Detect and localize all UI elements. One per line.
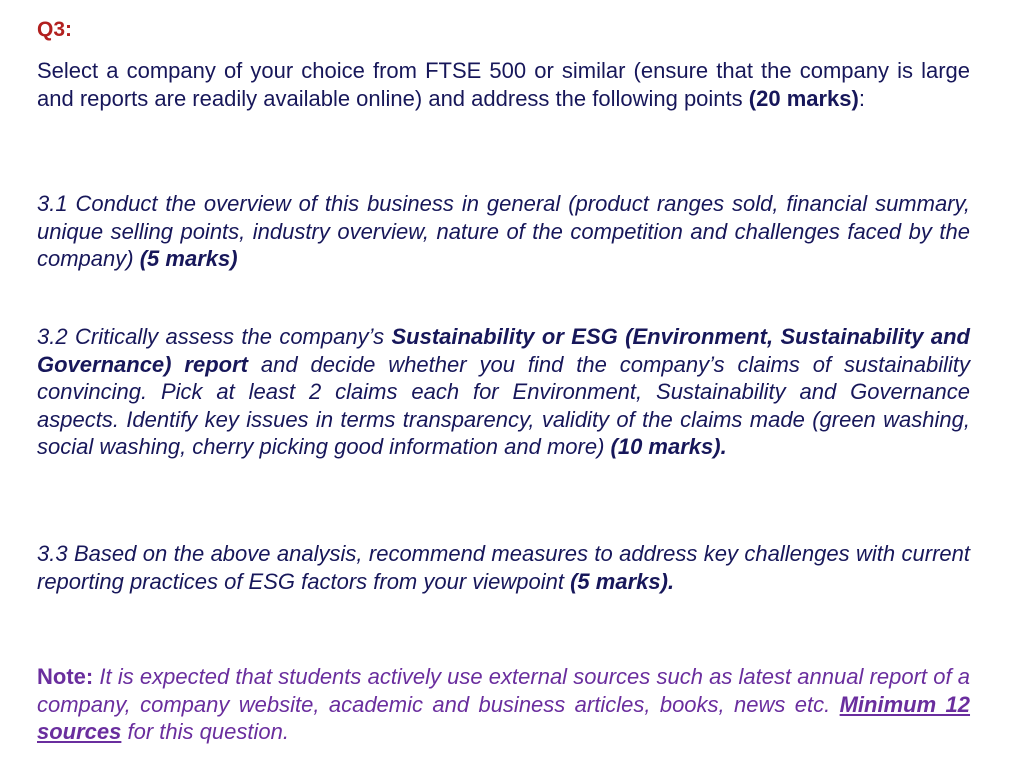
- minimum-sources: Minimum 12 sources: [37, 691, 971, 745]
- task-3-2-lead: 3.2 Critically assess the company’s: [37, 324, 392, 349]
- task-3-3-marks: (5 marks): [570, 568, 668, 594]
- intro-text: Select a company of your choice from FTSE 500 or similar (ensure that the company is large and reports are readily available online) and address the following points: [37, 58, 970, 111]
- note-label: Note:: [37, 664, 94, 689]
- task-3-2: [37, 323, 970, 461]
- task-3-3: [37, 540, 970, 595]
- note-text: It is expected that students actively use external sources such as latest annual report of a company, company website, academic and business articles, books, news etc.: [37, 664, 970, 717]
- task-3-3-text: 3.3 Based on the above analysis, recommend measures to address key challenges with current reporting practices of ESG factors from your viewpoint: [37, 541, 970, 594]
- question-heading: Q3:: [37, 18, 73, 41]
- task-3-1-marks: (5 marks): [139, 246, 238, 272]
- task-3-2-text: and decide whether you find the company’s claims of sustainability convincing. Pick at least 2 claims each for Environment, Sustainability and Governance aspects. Identify key issues in terms transparency, validity of the claims made (green washing, social washing, cherry picking good information and more): [37, 351, 970, 460]
- task-3-2-marks: (10 marks): [610, 434, 721, 460]
- task-3-1: [37, 190, 970, 273]
- intro-paragraph: [37, 57, 970, 112]
- task-3-2-end: .: [720, 434, 727, 460]
- task-3-3-end: .: [667, 568, 675, 594]
- task-3-2-bold-phrase: Sustainability or ESG (Environment, Sustainability and Governance) report: [37, 324, 970, 377]
- note-end: for this question.: [121, 719, 289, 745]
- note-paragraph: [37, 663, 970, 746]
- task-3-1-text: 3.1 Conduct the overview of this business in general (product ranges sold, financial summary, unique selling points, industry overview, nature of the competition and challenges faced by the company): [37, 191, 970, 272]
- intro-marks: (20 marks): [748, 85, 859, 111]
- intro-end: :: [858, 85, 865, 111]
